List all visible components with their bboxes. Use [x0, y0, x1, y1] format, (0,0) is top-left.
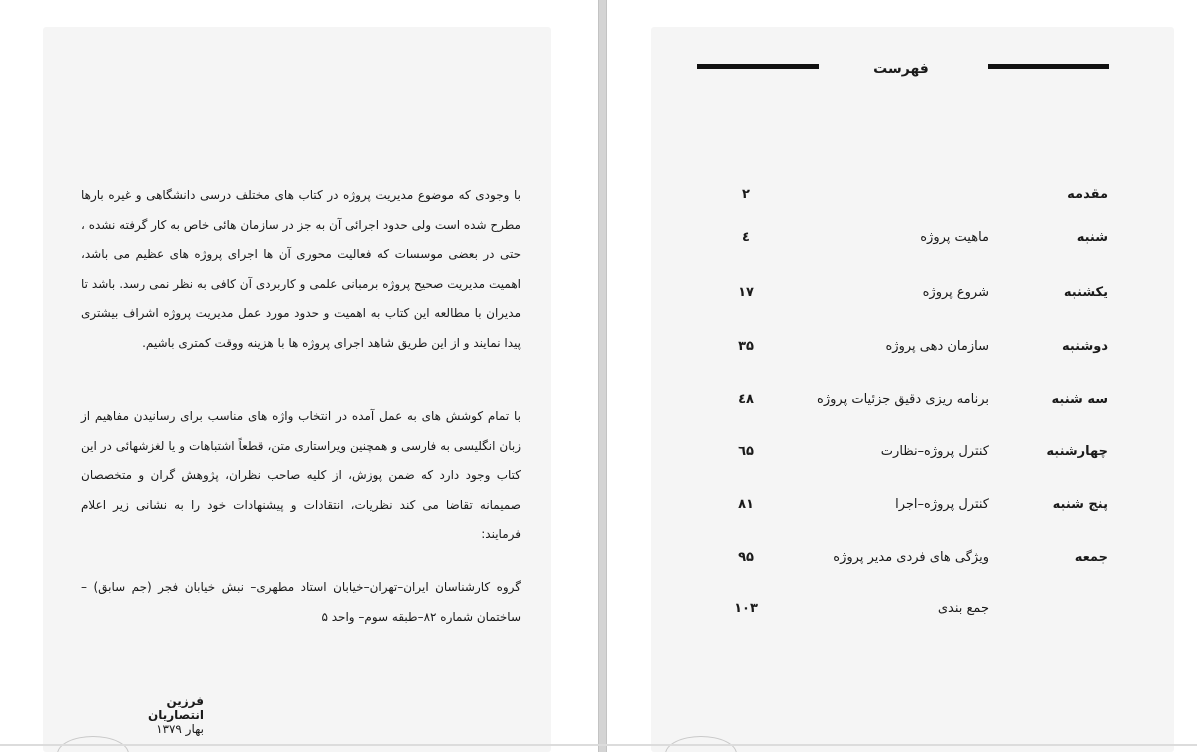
toc-title-rule-right	[988, 64, 1109, 69]
toc-topic: برنامه ریزی دقیق جزئیات پروژه	[817, 392, 989, 407]
toc-topic: سازمان دهی پروژه	[885, 339, 989, 354]
toc-topic: ویژگی های فردی مدیر پروژه	[833, 550, 989, 565]
toc-row	[651, 392, 1174, 420]
toc-row	[651, 550, 1174, 578]
toc-topic: کنترل پروژه–اجرا	[895, 497, 989, 512]
toc-topic: کنترل پروژه–نظارت	[880, 444, 989, 459]
toc-day: پنج شنبه	[1052, 497, 1108, 512]
toc-topic: شروع پروژه	[922, 285, 989, 300]
signature-name: فرزین انتصاریان	[147, 694, 204, 722]
toc-page-number: ۲	[742, 187, 750, 202]
toc-page-number: ٤۸	[738, 392, 754, 407]
toc-day: جمعه	[1074, 550, 1108, 565]
toc-day: چهارشنبه	[1046, 444, 1108, 459]
toc-page-number: ۹۵	[738, 550, 754, 565]
toc-day: مقدمه	[1067, 187, 1108, 202]
toc-day: دوشنبه	[1061, 339, 1108, 354]
preface-address: گروه کارشناسان ایران–تهران–خیابان استاد مطهری– نبش خیابان فجر (جم سابق) –ساختمان شماره ۸۲–طبقه سوم– واحد ۵	[81, 580, 521, 624]
toc-page-number: ۱۰۳	[734, 601, 758, 616]
toc-page-number: ٤	[742, 230, 750, 245]
toc-row	[651, 444, 1174, 472]
toc-row	[651, 230, 1174, 258]
toc-row	[651, 187, 1174, 215]
toc-row	[651, 601, 1174, 629]
bottom-scroll-edge	[0, 744, 1197, 746]
toc-row	[651, 285, 1174, 313]
toc-title-rule-left	[697, 64, 819, 69]
toc-day: شنبه	[1076, 230, 1108, 245]
toc-page-number: ۸۱	[738, 497, 754, 512]
right-page	[651, 27, 1174, 752]
toc-title: فهرست	[873, 61, 929, 77]
left-page	[43, 27, 551, 752]
toc-page-number: ۱۷	[738, 285, 754, 300]
toc-page-number: ۳۵	[738, 339, 754, 354]
toc-day: سه شنبه	[1051, 392, 1108, 407]
toc-topic: ماهیت پروژه	[920, 230, 989, 245]
toc-row	[651, 339, 1174, 367]
page-divider	[598, 0, 607, 752]
toc-page-number: ٦۵	[738, 444, 754, 459]
preface-paragraph-2: با تمام کوشش های به عمل آمده در انتخاب واژه های مناسب برای رسانیدن مفاهیم از زبان انگلیسی به فارسی و همچنین ویراستاری متن، قطعاً اشتباهات و یا لغزشهائی در این کتاب وجود دارد که ضمن پوزش، از کلیه صاحب نظران، پژوهش گران و متخصصان صمیمانه تقاضا می کند نظریات، انتقادات و پیشنهادات خود را به نشانی زیر اعلام فرمایند:	[81, 409, 521, 541]
toc-row	[651, 497, 1174, 525]
preface-paragraph-1: با وجودی که موضوع مدیریت پروژه در کتاب های مختلف درسی دانشگاهی و غیره بارها مطرح شده است ولی حدود اجرائی آن به جز در سازمان هائی خاص به کار گرفته نشده ، حتی در بعضی موسسات که فعالیت محوری آن ها اجرای پروژه های عظیم می باشد، اهمیت مدیریت صحیح پروژه برمبانی علمی و کاربردی آن کافی به نظر نمی رسد. باشد تا مدیران با مطالعه این کتاب به اهمیت و حدود مورد عمل مدیریت پروژه اشراف بیشتری پیدا نمایند و از این طریق شاهد اجرای پروژه ها با هزینه ووقت کمتری باشیم.	[81, 188, 521, 350]
toc-day: یکشنبه	[1063, 285, 1108, 300]
toc-topic: جمع بندی	[937, 601, 989, 616]
signature-date: بهار ۱۳۷۹	[156, 722, 204, 736]
